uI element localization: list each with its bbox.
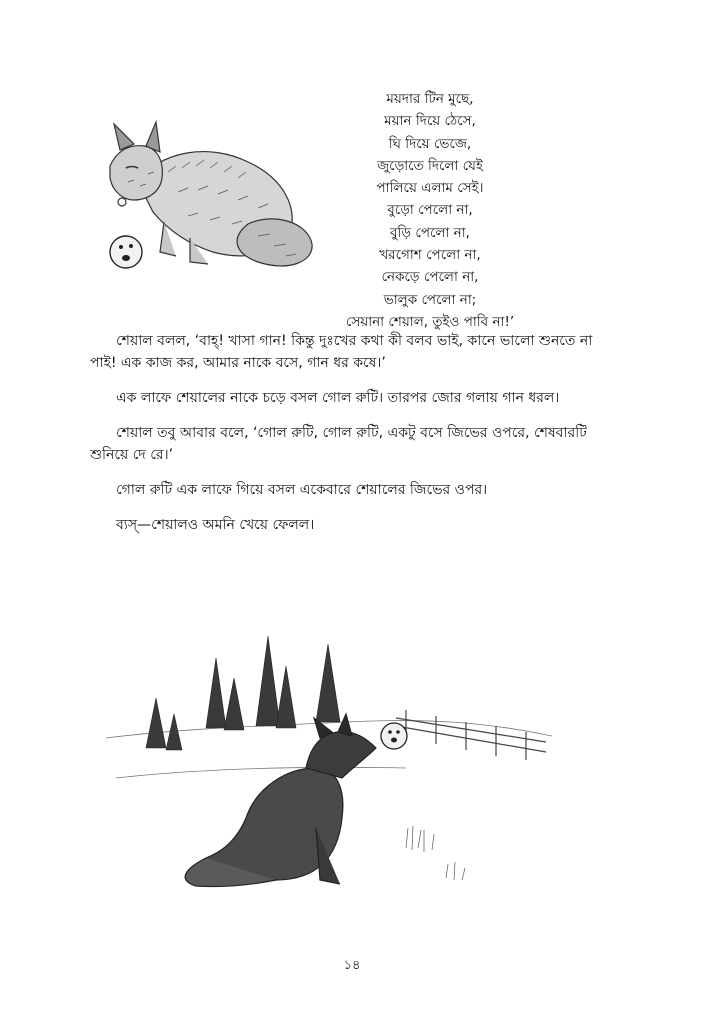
poem-line: ময়ান দিয়ে ঠেসে, — [384, 113, 476, 130]
poem-line: নেকড়ে পেলো না, — [381, 269, 479, 286]
poem-line: জুড়োতে দিলো যেই — [377, 157, 483, 174]
bun-character — [110, 236, 142, 268]
poem-line: বুড়ো পেলো না, — [387, 202, 473, 219]
story-paragraph: গোল রুটি এক লাফে গিয়ে বসল একেবারে শেয়ালের জিভের ওপর। — [116, 482, 488, 498]
poem-line: সেয়ানা শেয়াল, তুইও পাবি না!’ — [345, 313, 515, 330]
page-number: ১৪ — [343, 958, 361, 973]
poem-line: পালিয়ে এলাম সেই। — [376, 180, 484, 197]
story-paragraph: এক লাফে শেয়ালের নাকে চড়ে বসল গোল রুটি। তারপর জোর গলায় গান ধরল। — [116, 390, 560, 406]
poem-line: ময়দার টিন মুছে, — [386, 91, 474, 107]
fox-winter-scene-illustration — [106, 618, 552, 908]
poem-line: ঘি দিয়ে ভেজে, — [388, 135, 472, 152]
story-text — [90, 330, 616, 549]
poem-line: খরগোশ পেলো না, — [379, 247, 481, 264]
poem-line: বুড়ি পেলো না, — [390, 224, 470, 241]
pine-trees — [146, 636, 340, 750]
poem-line: ভালুক পেলো না; — [383, 291, 477, 308]
fox — [185, 714, 376, 887]
story-paragraph: শেয়াল বলল, ‘বাহ্! খাসা গান! কিন্তু দুঃখের কথা কী বলব ভাই, কানে ভালো শুনতে না পাই! এক কাজ কর, আমার নাকে বসে, গান ধর কষে।’ — [90, 333, 593, 371]
fox-with-bun-illustration — [98, 112, 320, 280]
wooden-fence — [396, 710, 546, 760]
bun-character — [381, 723, 407, 749]
story-paragraph: শেয়াল তবু আবার বলে, ‘গোল রুটি, গোল রুটি, একটু বসে জিভের ওপরে, শেষবারটি শুনিয়ে দে রে।’ — [90, 425, 587, 463]
story-paragraph: ব্যস্—শেয়ালও অমনি খেয়ে ফেলল। — [116, 517, 315, 533]
poem — [330, 88, 530, 333]
